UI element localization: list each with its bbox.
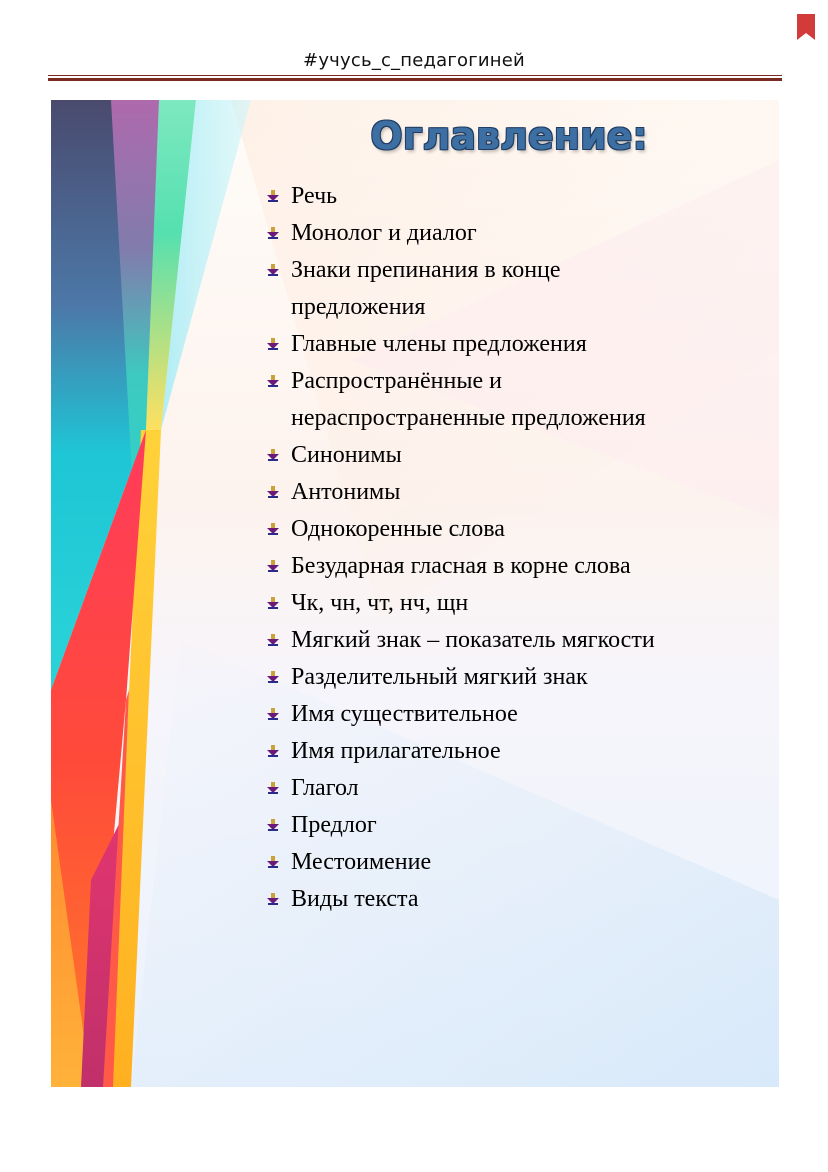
toc-item-label: Однокоренные слова	[291, 516, 505, 542]
toc-item-label: Виды текста	[291, 886, 419, 912]
toc-item-label: Мягкий знак – показатель мягкости	[291, 627, 655, 653]
toc-item	[265, 437, 765, 474]
toc-item-label: Антонимы	[291, 479, 401, 505]
header-divider	[48, 75, 782, 81]
toc-item-label: Безударная гласная в корне слова	[291, 553, 631, 579]
arrow-down-bullet-icon	[267, 264, 279, 276]
arrow-down-bullet-icon	[267, 338, 279, 350]
arrow-down-bullet-icon	[267, 634, 279, 646]
header-hashtag: #учусь_с_педагогиней	[303, 50, 525, 71]
toc-item	[265, 659, 765, 696]
page-title: Оглавление:	[370, 114, 648, 158]
toc-item	[265, 474, 765, 511]
toc-item	[265, 585, 765, 622]
bookmark-icon[interactable]	[797, 14, 815, 40]
toc-item	[265, 844, 765, 881]
toc-item-label: Имя прилагательное	[291, 738, 501, 764]
toc-item	[265, 363, 765, 437]
arrow-down-bullet-icon	[267, 190, 279, 202]
arrow-down-bullet-icon	[267, 745, 279, 757]
arrow-down-bullet-icon	[267, 449, 279, 461]
toc-item-label: Глагол	[291, 775, 359, 801]
toc-item	[265, 807, 765, 844]
arrow-down-bullet-icon	[267, 856, 279, 868]
arrow-down-bullet-icon	[267, 708, 279, 720]
arrow-down-bullet-icon	[267, 597, 279, 609]
toc-item	[265, 511, 765, 548]
arrow-down-bullet-icon	[267, 893, 279, 905]
arrow-down-bullet-icon	[267, 486, 279, 498]
arrow-down-bullet-icon	[267, 523, 279, 535]
toc-item-label: нераспространенные предложения	[291, 405, 646, 431]
toc-item-label: Синонимы	[291, 442, 402, 468]
toc-item-label: Главные члены предложения	[291, 331, 587, 357]
arrow-down-bullet-icon	[267, 227, 279, 239]
toc-item-label: Монолог и диалог	[291, 220, 477, 246]
toc-item	[265, 733, 765, 770]
arrow-down-bullet-icon	[267, 560, 279, 572]
table-of-contents-poster	[51, 100, 779, 1087]
toc-item-label: Разделительный мягкий знак	[291, 664, 588, 690]
toc-item-label: Знаки препинания в конце	[291, 257, 561, 283]
toc-item-label: предложения	[291, 294, 426, 320]
arrow-down-bullet-icon	[267, 375, 279, 387]
toc-item	[265, 622, 765, 659]
toc-item	[265, 770, 765, 807]
toc-item	[265, 215, 765, 252]
toc-item	[265, 548, 765, 585]
toc-item-label: Речь	[291, 183, 338, 209]
toc-list	[265, 178, 765, 918]
toc-item-label: Чк, чн, чт, нч, щн	[291, 590, 469, 616]
toc-item	[265, 881, 765, 918]
arrow-down-bullet-icon	[267, 782, 279, 794]
toc-item-label: Предлог	[291, 812, 377, 838]
toc-item	[265, 326, 765, 363]
toc-item	[265, 696, 765, 733]
arrow-down-bullet-icon	[267, 671, 279, 683]
toc-item	[265, 178, 765, 215]
toc-item-label: Местоимение	[291, 849, 432, 875]
arrow-down-bullet-icon	[267, 819, 279, 831]
toc-item-label: Имя существительное	[291, 701, 518, 727]
toc-item	[265, 252, 765, 326]
toc-item-label: Распространённые и	[291, 368, 502, 394]
